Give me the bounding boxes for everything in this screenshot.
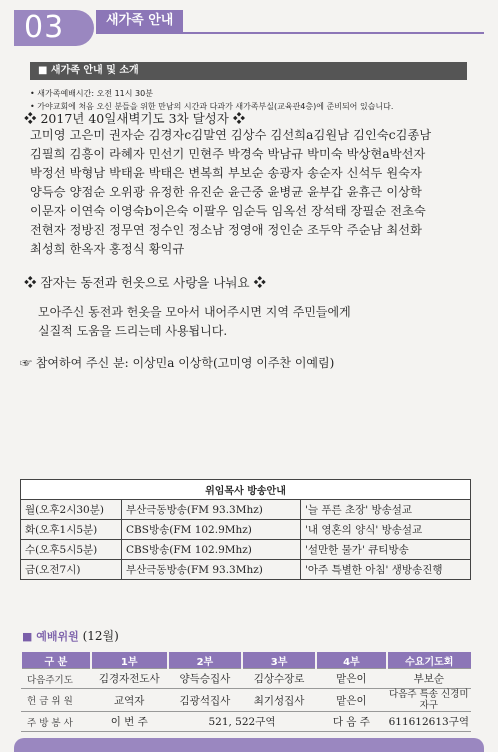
name-line: 김필희 김흥이 라혜자 민선기 민현주 박경숙 박남규 박미숙 박상현a박선자 bbox=[30, 147, 426, 161]
table-row bbox=[21, 500, 471, 520]
name-line: 최성희 한옥자 홍정식 황익규 bbox=[30, 242, 185, 256]
worship-header: 1부 bbox=[91, 652, 168, 669]
worship-cell: 이 번 주 bbox=[91, 712, 168, 732]
bottom-decor-bar bbox=[14, 738, 484, 752]
worship-cell: 521, 522구역 bbox=[168, 712, 316, 732]
worship-cell: 맡은이 bbox=[316, 669, 386, 689]
worship-row-label: 헌 금 위 원 bbox=[21, 689, 91, 712]
broadcast-station: 부산극동방송(FM 93.3Mhz) bbox=[122, 560, 301, 580]
table-row bbox=[21, 689, 471, 712]
worship-cell: 611612613구역 bbox=[387, 712, 471, 732]
section-title: 새가족 안내 bbox=[96, 10, 183, 32]
name-line: 고미영 고은미 권자순 김경자c김말연 김상수 김선희a김원남 김인숙c김종남 bbox=[30, 128, 432, 142]
worship-title bbox=[22, 627, 119, 644]
worship-cell: 김경자전도사 bbox=[91, 669, 168, 689]
worship-header: 구 분 bbox=[21, 652, 91, 669]
worship-row-label: 다음주기도 bbox=[21, 669, 91, 689]
name-line: 이문자 이연숙 이영숙b이은숙 이팔우 임순득 임옥선 장석태 장필순 전초숙 bbox=[30, 204, 426, 218]
worship-table bbox=[20, 652, 471, 732]
table-row bbox=[21, 540, 471, 560]
section-number: 03 bbox=[14, 10, 94, 46]
name-line: 전현자 정방진 정무연 정수인 정소남 정영애 정인순 조두악 주순남 최선화 bbox=[30, 223, 422, 237]
worship-cell: 최기성집사 bbox=[242, 689, 316, 712]
table-row bbox=[21, 520, 471, 540]
broadcast-time: 수(오후5시5분) bbox=[21, 540, 122, 560]
broadcast-time: 금(오전7시) bbox=[21, 560, 122, 580]
subheader-bar: ■ 새가족 안내 및 소개 bbox=[30, 62, 467, 80]
broadcast-program: '내 영혼의 양식' 방송설교 bbox=[301, 520, 471, 540]
sharing-line-2: 실질적 도움을 드리는데 사용됩니다. bbox=[38, 324, 228, 338]
section-header bbox=[14, 10, 484, 46]
worship-header: 2부 bbox=[168, 652, 242, 669]
broadcast-program: '늘 푸른 초장' 방송설교 bbox=[301, 500, 471, 520]
broadcast-station: 부산극동방송(FM 93.3Mhz) bbox=[122, 500, 301, 520]
broadcast-program: '아주 특별한 아침' 생방송진행 bbox=[301, 560, 471, 580]
broadcast-table bbox=[20, 479, 471, 580]
broadcast-station: CBS방송(FM 102.9Mhz) bbox=[122, 540, 301, 560]
broadcast-time: 화(오후1시5분) bbox=[21, 520, 122, 540]
table-row bbox=[21, 669, 471, 689]
worship-cell: 다음주 특송 신경미자구 bbox=[387, 689, 471, 712]
broadcast-time: 월(오후2시30분) bbox=[21, 500, 122, 520]
worship-cell: 김광석집사 bbox=[168, 689, 242, 712]
broadcast-title: 위임목사 방송안내 bbox=[21, 480, 471, 500]
name-line: 박정선 박형남 박태윤 박태은 변복희 부보순 송광자 송순자 신석두 원숙자 bbox=[30, 166, 422, 180]
worship-header: 3부 bbox=[242, 652, 316, 669]
note-worship-time: • 새가족예배시간: 오전 11시 30분 bbox=[30, 89, 153, 98]
worship-cell: 다 음 주 bbox=[316, 712, 386, 732]
section-underline bbox=[96, 32, 484, 34]
broadcast-program: '설만한 물가' 큐티방송 bbox=[301, 540, 471, 560]
worship-header: 수요기도회 bbox=[387, 652, 471, 669]
table-row bbox=[21, 560, 471, 580]
sharing-heading: ❖ 잠자는 동전과 헌옷으로 사랑을 나눠요 ❖ bbox=[24, 275, 267, 290]
note-welcome: • 가야교회에 처음 오신 분들을 위한 만남의 시간과 다과가 새가족부실(교육관4층)에 준비되어 있습니다. bbox=[30, 102, 394, 111]
table-row bbox=[21, 712, 471, 732]
worship-title-text: ■ 예배위원 bbox=[22, 630, 79, 643]
worship-cell: 부보순 bbox=[387, 669, 471, 689]
worship-header: 4부 bbox=[316, 652, 386, 669]
name-line: 양득승 양점순 오위광 유정한 유진순 윤근중 윤병균 윤부갑 윤휴근 이상학 bbox=[30, 185, 422, 199]
worship-cell: 교역자 bbox=[91, 689, 168, 712]
broadcast-station: CBS방송(FM 102.9Mhz) bbox=[122, 520, 301, 540]
worship-cell: 김상수장로 bbox=[242, 669, 316, 689]
sharing-participants: ☞ 참여하여 주신 분: 이상민a 이상학(고미영 이주찬 이예림) bbox=[20, 356, 335, 370]
sharing-line-1: 모아주신 동전과 헌옷을 모아서 내어주시면 지역 주민들에게 bbox=[38, 305, 351, 319]
worship-cell: 맡은이 bbox=[316, 689, 386, 712]
name-list bbox=[30, 126, 475, 259]
worship-row-label: 주 방 봉 사 bbox=[21, 712, 91, 732]
worship-month: (12월) bbox=[82, 629, 119, 643]
worship-cell: 양득승집사 bbox=[168, 669, 242, 689]
registration-heading: ❖ 2017년 40일새벽기도 3차 달성자 ❖ bbox=[24, 111, 246, 126]
